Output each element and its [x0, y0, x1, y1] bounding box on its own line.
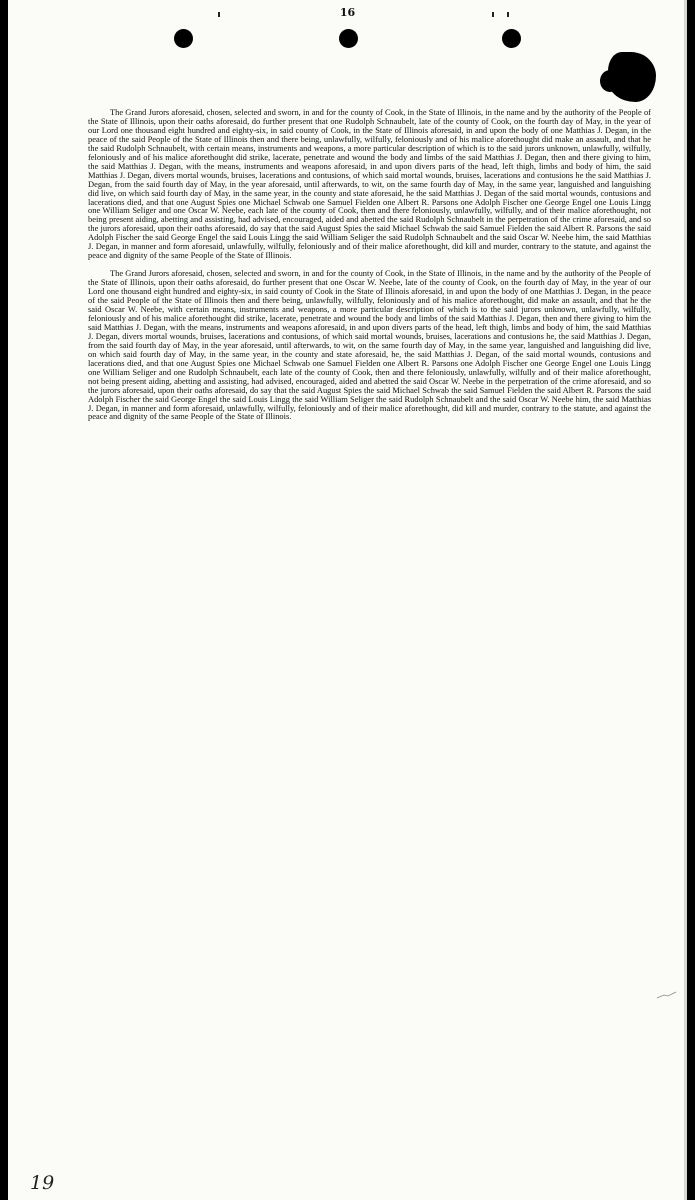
page-edge — [684, 0, 687, 1200]
punch-hole — [174, 29, 193, 48]
indictment-text — [88, 108, 651, 430]
page-number: 16 — [339, 6, 356, 19]
paragraph: The Grand Jurors aforesaid, chosen, selected and sworn, in and for the county of Cook, in the State of Illinois, in the name and by the authority of the People of the State of Illinois, upon their oaths aforesaid, do further present that one Rudolph Schnaubelt, late of the county of Cook, on the fourth day of May, in the year of our Lord one thousand eight hundred and eighty-six, in said county of Cook, in the State of Illinois aforesaid, in and upon the body of one Matthias J. Degan, in the peace of the said People of the State of Illinois then and there being, unlawfully, wilfully, feloniously and of his malice aforethought did make an assault, and that he the said Rudolph Schnaubelt, with certain means, instruments and weapons, a more particular description of which is to the said jurors unknown, unlawfully, wilfully, feloniously and of his malice aforethought did strike, lacerate, penetrate and wound the body and limbs of the said Matthias J. Degan, then and there giving to him, the said Matthias J. Degan, with the means, instruments and weapons aforesaid, in and upon divers parts of the head, left thigh, limbs and body of him, the said Matthias J. Degan, divers mortal wounds, bruises, lacerations and contusions, of which said mortal wounds, bruises, lacerations and contusions he the said Matthias J. Degan, from the said fourth day of May, in the year aforesaid, until afterwards, to wit, on the same fourth day of May, in the same year, languished and languishing did live, on which said fourth day of May, in the same year, in the county and state aforesaid, he the said Matthias J. Degan of the said mortal wounds, contusions and lacerations died, and that one August Spies one Michael Schwab one Samuel Fielden one Albert R. Parsons one Adolph Fischer one George Engel one Louis Lingg one William Seliger and one Oscar W. Neebe, each late of the county of Cook, then and there feloniously, unlawfully, wilfully, and of their malice aforethought, not being present aiding, abetting and assisting, had advised, encouraged, aided and abetted the said Rudolph Schnaubelt in the perpetration of the crime aforesaid, and so the jurors aforesaid, upon their oaths aforesaid, do say that the said August Spies the said Michael Schwab the said Samuel Fielden the said Albert R. Parsons the said Adolph Fischer the said George Engel the said Louis Lingg the said William Seliger the said Rudolph Schnaubelt and the said Oscar W. Neebe him, the said Matthias J. Degan, in manner and form aforesaid, unlawfully, wilfully, feloniously and of their malice aforethought, did kill and murder, contrary to the statute, and against the peace and dignity of the same People of the State of Illinois. — [88, 107, 651, 261]
document-page — [8, 0, 687, 1200]
punch-hole — [339, 29, 358, 48]
scan-mark — [218, 12, 220, 17]
punch-hole — [502, 29, 521, 48]
ink-blot — [600, 70, 620, 92]
scan-mark — [507, 12, 509, 17]
handwritten-page-number: 19 — [30, 1172, 55, 1194]
paragraph: The Grand Jurors aforesaid, chosen, selected and sworn, in and for the county of Cook, in the State of Illinois, in the name and by the authority of the People of the State of Illinois, upon their oaths aforesaid, do further present that one Oscar W. Neebe, late of the county of Cook, on the fourth day of May, in the year of our Lord one thousand eight hundred and eighty-six, in said county of Cook in the State of Illinois aforesaid, in and upon the body of one Matthias J. Degan, in the peace of the said People of the State of Illinois then and there being, unlawfully, wilfully, feloniously and of his malice aforethought, did make an assault, and that he the said Oscar W. Neebe, with certain means, instruments and weapons, a more particular description of which is to the said jurors unknown, unlawfully, wilfully, feloniously and of his malice aforethought did strike, lacerate, penetrate and wound the body and limbs of the said Matthias J. Degan, then and there giving to him the said Matthias J. Degan, with the means, instruments and weapons aforesaid, in and upon divers parts of the head, left thigh, limbs and body of him, the said Matthias J. Degan, divers mortal wounds, bruises, lacerations and contusions, of which said mortal wounds, bruises, lacerations and contusions he, the said Matthias J. Degan, from the said fourth day of May, in the year aforesaid, until afterwards, to wit, on the same fourth day of May, in the same year, languished and languishing did live, on which said fourth day of May, in the same year, in the county and state aforesaid, he, the said Matthias J. Degan, of the said mortal wounds, contusions and lacerations died, and that one August Spies one Michael Schwab one Samuel Fielden one Albert R. Parsons one Adolph Fischer one George Engel one Louis Lingg one William Seliger and one Rudolph Schnaubelt, each late of the county of Cook, then and there feloniously, unlawfully, wilfully and of their malice aforethought, not being present aiding, abetting and assisting, had advised, encouraged, aided and abetted the said Oscar W. Neebe in the perpetration of the crime aforesaid, and so the jurors aforesaid, upon their oaths aforesaid, do say that the said August Spies the said Michael Schwab the said Samuel Fielden the said Albert R. Parsons the said Adolph Fischer the said George Engel the said Louis Lingg the said William Seliger the said Rudolph Schnaubelt and the said Oscar W. Neebe him, the said Matthias J. Degan, in manner and form aforesaid, unlawfully, wilfully, feloniously and of their malice aforethought, did kill and murder, contrary to the statute, and against the peace and dignity of the same People of the State of Illinois. — [88, 268, 651, 422]
scan-mark — [492, 12, 494, 17]
scratch-mark — [656, 990, 678, 1000]
